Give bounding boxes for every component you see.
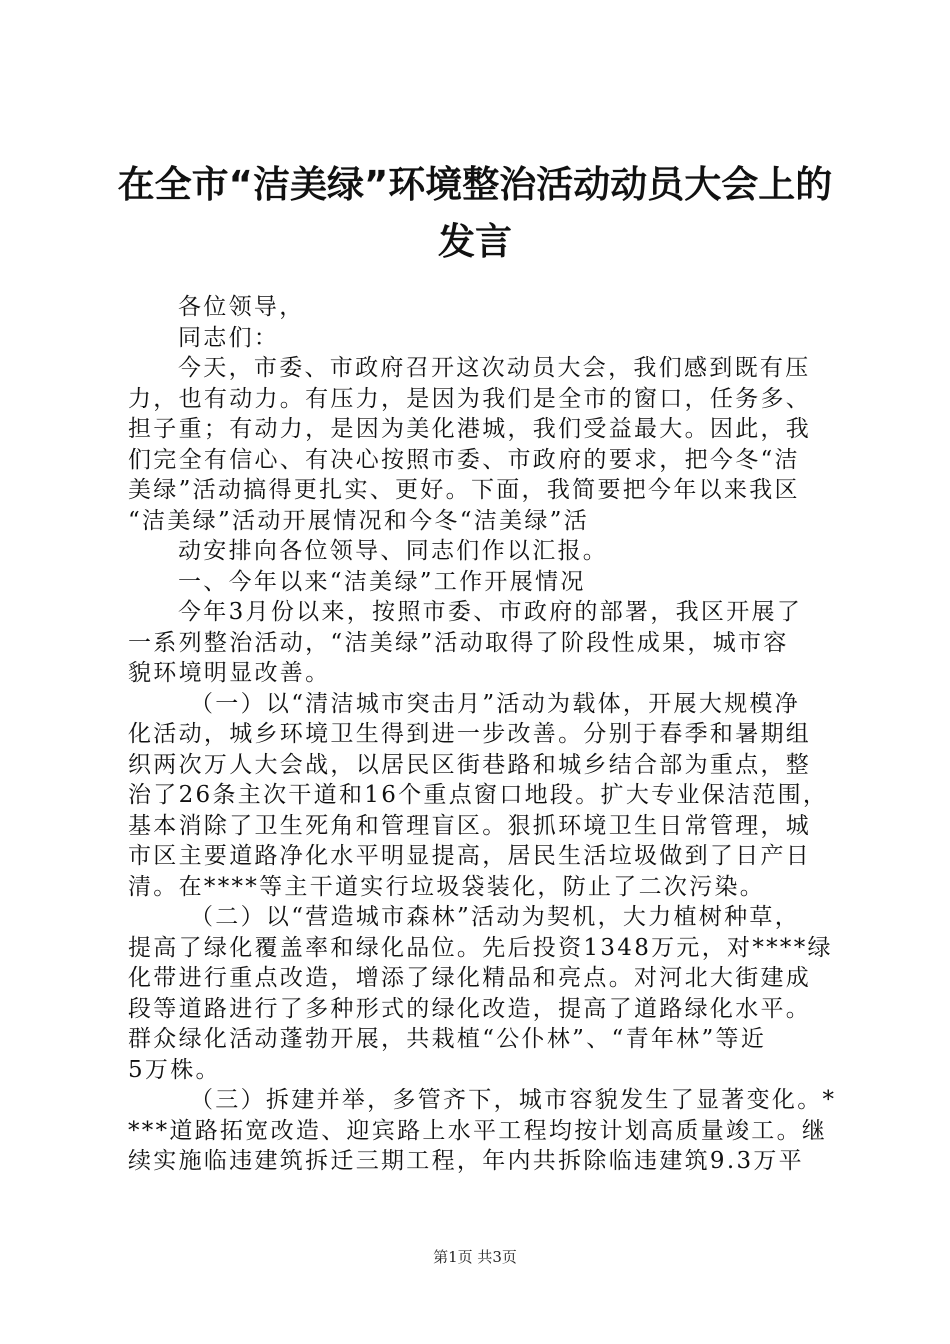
body-line: 治了26条主次干道和16个重点窗口地段。扩大专业保洁范围，: [128, 782, 829, 808]
body-line: 市区主要道路净化水平明显提高，居民生活垃圾做到了日产日: [128, 843, 812, 869]
body-line: 基本消除了卫生死角和管理盲区。狠抓环境卫生日常管理，城: [128, 812, 812, 839]
body-line: 貌环境明显改善。: [128, 660, 331, 686]
body-line: 动安排向各位领导、同志们作以汇报。: [178, 538, 609, 564]
body-line: 5万株。: [128, 1056, 221, 1083]
body-line: 续实施临违建筑拆迁三期工程，年内共拆除临违建筑9.3万平: [128, 1148, 804, 1174]
body-line: 们完全有信心、有决心按照市委、市政府的要求，把今冬“洁: [128, 446, 800, 473]
body-line: 同志们：: [178, 324, 280, 351]
body-line: 织两次万人大会战，以居民区街巷路和城乡结合部为重点，整: [128, 751, 812, 778]
body-line: 一、今年以来“洁美绿”工作开展情况: [178, 568, 586, 595]
body-line: 各位领导，: [178, 294, 305, 320]
body-line: 今天，市委、市政府召开这次动员大会，我们感到既有压: [178, 355, 811, 381]
body-line: 美绿”活动搞得更扎实、更好。下面，我简要把今年以来我区: [128, 477, 800, 503]
document-body: [128, 292, 838, 1177]
body-line: ***道路拓宽改造、迎宾路上水平工程均按计划高质量竣工。继: [128, 1117, 828, 1144]
body-line: 力，也有动力。有压力，是因为我们是全市的窗口，任务多、: [128, 385, 812, 412]
body-line: （一）以“清洁城市突击月”活动为载体，开展大规模净: [190, 690, 801, 717]
body-line: 今年3月份以来，按照市委、市政府的部署，我区开展了: [178, 599, 803, 625]
body-line: 提高了绿化覆盖率和绿化品位。先后投资1348万元，对****绿: [128, 934, 833, 961]
body-line: 群众绿化活动蓬勃开展，共栽植“公仆林”、“青年林”等近: [128, 1026, 767, 1052]
body-line: “洁美绿”活动开展情况和今冬“洁美绿”活: [128, 507, 590, 534]
body-line: （二）以“营造城市森林”活动为契机，大力植树种草，: [190, 904, 801, 930]
body-line: （三）拆建并举，多管齐下，城市容貌发生了显著变化。*: [190, 1087, 837, 1113]
body-line: 清。在****等主干道实行垃圾袋装化，防止了二次污染。: [128, 873, 766, 900]
body-line: 担子重；有动力，是因为美化港城，我们受益最大。因此，我: [128, 416, 812, 442]
document-title-line-2: 发言: [438, 220, 512, 263]
body-line: 化带进行重点改造，增添了绿化精品和亮点。对河北大街建成: [128, 965, 812, 991]
body-line: 一系列整治活动，“洁美绿”活动取得了阶段性成果，城市容: [128, 629, 789, 656]
body-line: 段等道路进行了多种形式的绿化改造，提高了道路绿化水平。: [128, 995, 812, 1022]
document-title-line-1: 在全市“洁美绿”环境整治活动动员大会上的: [117, 163, 833, 206]
page-footer: 第1页 共3页: [433, 1248, 517, 1266]
body-line: 化活动，城乡环境卫生得到进一步改善。分别于春季和暑期组: [128, 721, 812, 747]
